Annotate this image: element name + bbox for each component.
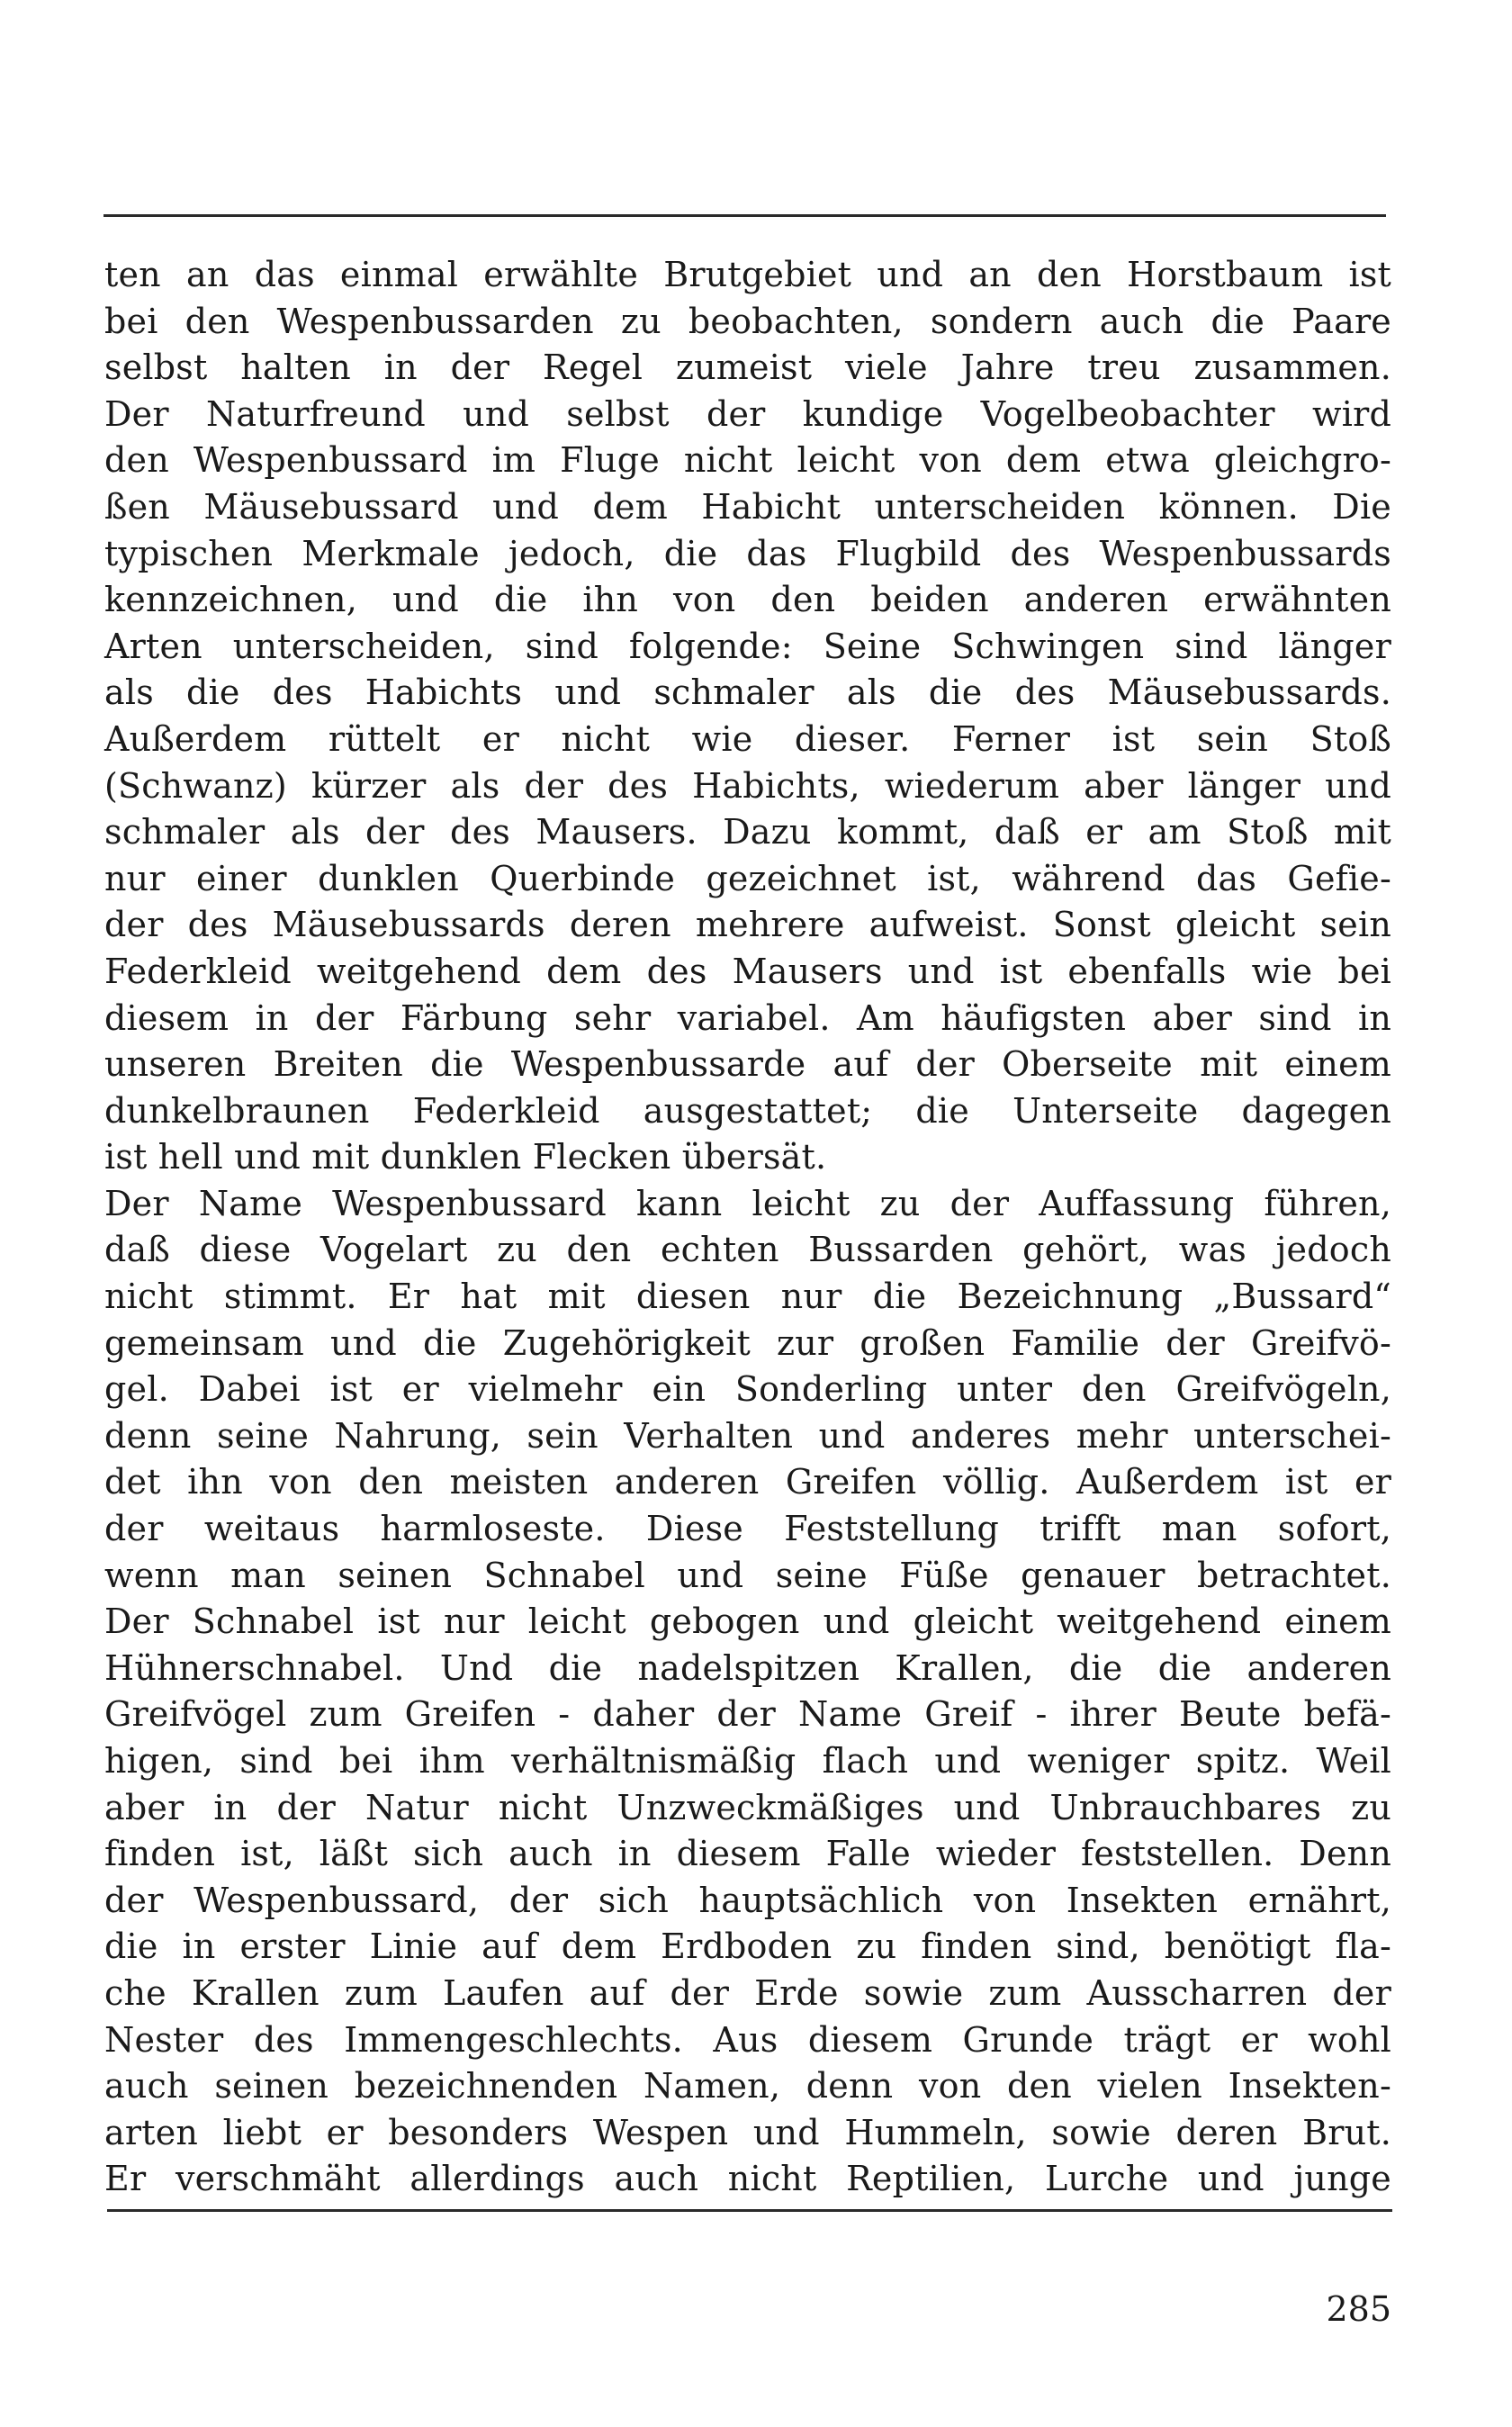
text-line: Der Schnabel ist nur leicht gebogen und gleicht weitgehend einem xyxy=(104,1601,1391,1642)
text-line: Nester des Immengeschlechts. Aus diesem Grunde trägt er wohl xyxy=(104,2019,1391,2060)
text-line: Federkleid weitgehend dem des Mausers und ist ebenfalls wie bei xyxy=(104,951,1391,991)
text-line: daß diese Vogelart zu den echten Bussarden gehört, was jedoch xyxy=(104,1230,1391,1270)
text-line: diesem in der Färbung sehr variabel. Am häufigsten aber sind in xyxy=(104,997,1391,1038)
text-line: typischen Merkmale jedoch, die das Flugbild des Wespenbussards xyxy=(104,533,1391,573)
text-line: die in erster Linie auf dem Erdboden zu finden sind, benötigt fla- xyxy=(104,1926,1391,1967)
text-line: Der Name Wespenbussard kann leicht zu der Auffassung führen, xyxy=(104,1183,1391,1223)
bottom-rule xyxy=(107,2209,1392,2212)
text-line: nicht stimmt. Er hat mit diesen nur die Bezeichnung „Bussard“ xyxy=(104,1277,1391,1317)
text-line: Greifvögel zum Greifen - daher der Name Greif - ihrer Beute befä- xyxy=(104,1694,1391,1735)
text-line: aber in der Natur nicht Unzweckmäßiges und Unbrauchbares zu xyxy=(104,1787,1391,1827)
text-line: bei den Wespenbussarden zu beobachten, sondern auch die Paare xyxy=(104,301,1391,341)
text-line: selbst halten in der Regel zumeist viele Jahre treu zusammen. xyxy=(104,347,1391,388)
text-line: che Krallen zum Laufen auf der Erde sowie zum Ausscharren der xyxy=(104,1972,1391,2013)
text-line: wenn man seinen Schnabel und seine Füße genauer betrachtet. xyxy=(104,1555,1391,1595)
text-line: der des Mäusebussards deren mehrere aufweist. Sonst gleicht sein xyxy=(104,905,1391,945)
text-line: Der Naturfreund und selbst der kundige Vogelbeobachter wird xyxy=(104,393,1391,434)
text-line: (Schwanz) kürzer als der des Habichts, wiederum aber länger und xyxy=(104,765,1391,806)
text-line: auch seinen bezeichnenden Namen, denn von den vielen Insekten- xyxy=(104,2066,1391,2107)
text-line: Arten unterscheiden, sind folgende: Seine Schwingen sind länger xyxy=(104,626,1391,666)
text-line: schmaler als der des Mausers. Dazu kommt, daß er am Stoß mit xyxy=(104,812,1391,853)
text-line: den Wespenbussard im Fluge nicht leicht von dem etwa gleichgro- xyxy=(104,440,1391,481)
text-line: nur einer dunklen Querbinde gezeichnet ist, während das Gefie- xyxy=(104,858,1391,898)
text-line: unseren Breiten die Wespenbussarde auf der Oberseite mit einem xyxy=(104,1044,1391,1085)
text-line: der Wespenbussard, der sich hauptsächlich von Insekten ernährt, xyxy=(104,1880,1391,1920)
text-line: Hühnerschnabel. Und die nadelspitzen Krallen, die die anderen xyxy=(104,1647,1391,1688)
body-text xyxy=(104,252,1391,2203)
text-line: det ihn von den meisten anderen Greifen völlig. Außerdem ist er xyxy=(104,1462,1391,1502)
page-number: 285 xyxy=(1326,2289,1391,2329)
text-line: gemeinsam und die Zugehörigkeit zur großen Familie der Greifvö- xyxy=(104,1322,1391,1363)
text-line: arten liebt er besonders Wespen und Hummeln, sowie deren Brut. xyxy=(104,2112,1391,2152)
text-line: ßen Mäusebussard und dem Habicht unterscheiden können. Die xyxy=(104,486,1391,527)
top-rule xyxy=(104,214,1386,217)
text-line: als die des Habichts und schmaler als die des Mäusebussards. xyxy=(104,672,1391,713)
text-line: ten an das einmal erwählte Brutgebiet und an den Horstbaum ist xyxy=(104,255,1391,294)
text-line: higen, sind bei ihm verhältnismäßig flach und weniger spitz. Weil xyxy=(104,1741,1391,1781)
text-line: kennzeichnen, und die ihn von den beiden anderen erwähnten xyxy=(104,580,1391,620)
text-line: ist hell und mit dunklen Flecken übersät. xyxy=(104,1137,827,1177)
text-line: der weitaus harmloseste. Diese Feststellung trifft man sofort, xyxy=(104,1509,1391,1549)
text-line: gel. Dabei ist er vielmehr ein Sonderling unter den Greifvögeln, xyxy=(104,1369,1391,1410)
text-line: Er verschmäht allerdings auch nicht Reptilien, Lurche und junge xyxy=(104,2159,1391,2199)
text-line: Außerdem rüttelt er nicht wie dieser. Ferner ist sein Stoß xyxy=(104,718,1391,759)
text-line: finden ist, läßt sich auch in diesem Falle wieder feststellen. Denn xyxy=(104,1834,1391,1874)
text-line: denn seine Nahrung, sein Verhalten und anderes mehr unterschei- xyxy=(104,1415,1391,1456)
text-line: dunkelbraunen Federkleid ausgestattet; die Unterseite dagegen xyxy=(104,1090,1391,1131)
